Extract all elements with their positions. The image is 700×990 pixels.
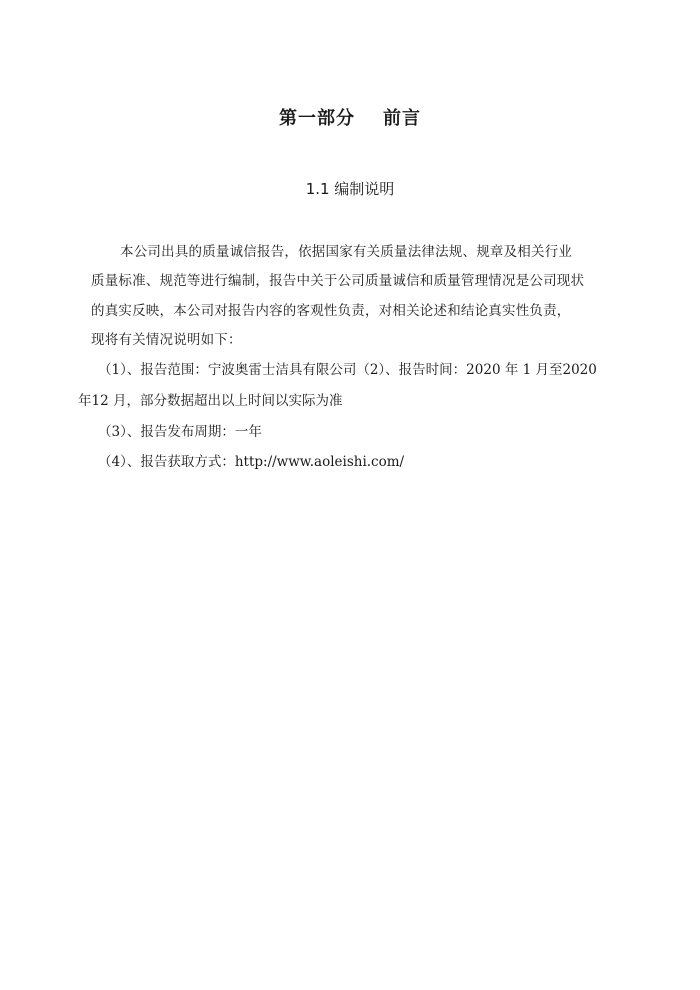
paragraph-line-3: 的真实反映，本公司对报告内容的客观性负责，对相关论述和结论真实性负责， bbox=[91, 303, 571, 319]
paragraph-line-4: 现将有关情况说明如下： bbox=[91, 332, 242, 348]
part-title bbox=[0, 104, 700, 130]
list-item-access-method: （4）、报告获取方式：http://www.aoleishi.com/ bbox=[98, 454, 405, 470]
list-item-scope-time-cont: 年12 月，部分数据超出以上时间以实际为准 bbox=[78, 393, 343, 409]
part-title-right: 前言 bbox=[383, 108, 421, 129]
paragraph-line-1: 本公司出具的质量诚信报告，依据国家有关质量法律法规、规章及相关行业 bbox=[120, 244, 573, 260]
list-item-scope-time: （1）、报告范围：宁波奥雷士洁具有限公司（2）、报告时间：2020 年 1 月至2020 bbox=[98, 362, 597, 378]
paragraph-line-2: 质量标准、规范等进行编制，报告中关于公司质量诚信和质量管理情况是公司现状 bbox=[91, 273, 585, 289]
part-title-left: 第一部分 bbox=[279, 108, 355, 129]
section-title: 1.1 编制说明 bbox=[305, 180, 395, 198]
list-item-release-cycle: （3）、报告发布周期：一年 bbox=[98, 424, 262, 440]
